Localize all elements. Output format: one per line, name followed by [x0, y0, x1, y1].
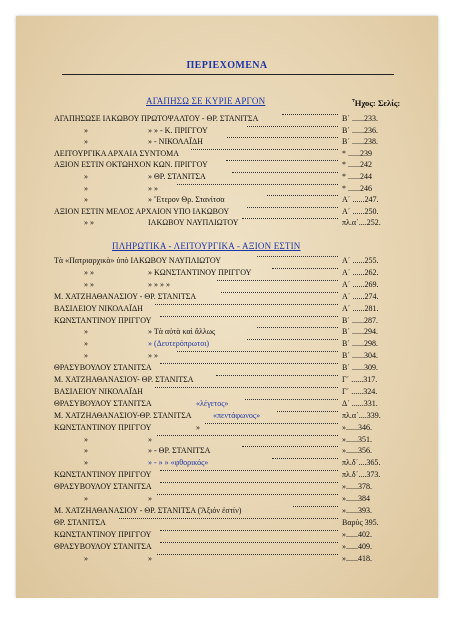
toc-row: [16, 137, 438, 147]
leader-dots: [247, 207, 338, 208]
toc-page-ref: πλ.α΄....339.: [342, 410, 381, 420]
toc-entry-text: »: [84, 553, 88, 563]
toc-entry-text: Μ. ΧΑΤΖΗΑΘΑΝΑΣΙΟΥ-ΘΡ. ΣΤΑΝΙΤΣΑ: [54, 410, 192, 420]
toc-entry-detail: » - ΘΡ. ΣΤΑΝΙΤΣΑ: [148, 446, 211, 456]
toc-entry-text: ΑΓΑΠΗΣΩΣΕ ΙΑΚΩΒΟΥ ΠΡΩΤΟΨΑΛΤΟΥ - ΘΡ. ΣΤΑΝΙΤΣΑ: [54, 114, 259, 123]
leader-dots: [160, 316, 338, 317]
document-page: [16, 16, 438, 598]
toc-entry-text: Μ. ΧΑΤΖΗΑΘΑΝΑΣΙΟΥ - ΘΡ. ΣΤΑΝΙΤΣΑ: [54, 291, 197, 301]
leader-dots: [242, 446, 338, 447]
toc-entry-text: ΘΡΑΣΥΒΟΥΛΟΥ ΣΤΑΝΙΤΣΑ: [54, 363, 152, 373]
toc-row: [16, 172, 438, 182]
toc-row: [16, 218, 438, 228]
toc-row: [16, 554, 438, 564]
toc-entry-text: ΛΕΙΤΟΥΡΓΙΚΑ ΑΡΧΑΙΑ ΣΥΝΤΟΜΑ: [54, 148, 180, 158]
toc-page-ref: * ......242: [342, 160, 372, 170]
toc-entry-text: ΘΡΑΣΥΒΟΥΛΟΥ ΣΤΑΝΙΤΣΑ: [54, 541, 152, 551]
toc-entry-detail: » Ἕτερον Θρ. Στανίτσα: [148, 195, 225, 205]
leader-dots: [160, 530, 338, 531]
section2-heading: ΠΛΗΡΩΤΙΚΑ - ΛΕΙΤΟΥΡΓΙΚΑ - ΑΞΙΟΝ ΕΣΤΙΝ: [112, 241, 301, 251]
toc-entry-text: ΒΑΣΙΛΕΙΟΥ ΝΙΚΟΛΑΪΔΗ: [54, 303, 143, 313]
toc-entry-detail: » (Δευτερόπρωτοι): [148, 339, 210, 349]
leader-dots: [216, 375, 338, 376]
leader-dots: [227, 137, 338, 138]
toc-page-ref: »......351.: [342, 434, 372, 444]
leader-dots: [293, 506, 338, 507]
toc-row: [16, 435, 438, 445]
toc-entry-text: »: [84, 183, 88, 193]
toc-page-ref: Γ΄ ......317.: [342, 375, 378, 384]
leader-dots: [160, 542, 338, 543]
leader-dots: [205, 423, 338, 424]
toc-entry-text: ΑΞΙΟΝ ΕΣΤΙΝ ΜΕΛΟΣ ΑΡΧΑΙΟΝ ΥΠΟ ΙΑΚΩΒΟΥ: [54, 206, 230, 216]
toc-row: [16, 149, 438, 159]
toc-entry-text: ΑΞΙΟΝ ΕΣΤΙΝ ΟΚΤΩΗΧΟΝ ΚΩΝ. ΠΡΙΓΓΟΥ: [54, 160, 208, 170]
toc-row: [16, 375, 438, 385]
leader-dots: [160, 470, 338, 471]
toc-row: [16, 506, 438, 516]
toc-entry-text: »: [84, 137, 88, 147]
toc-row: [16, 387, 438, 397]
toc-page-ref: Β΄ ......236.: [342, 125, 378, 135]
toc-row: [16, 411, 438, 421]
toc-entry-detail: «λέγετος»: [196, 398, 229, 408]
toc-entry-text: » »: [84, 279, 94, 289]
toc-entry-text: ΚΩΝΣΤΑΝΤΙΝΟΥ ΠΡΙΓΓΟΥ: [54, 529, 152, 539]
toc-entry-text: ΚΩΝΣΤΑΝΤΙΝΟΥ ΠΡΙΓΓΟΥ: [54, 422, 152, 432]
toc-entry-detail: » - » » «φθορικός»: [148, 458, 209, 468]
toc-entry-text: » »: [84, 218, 94, 228]
section1-heading: ΑΓΑΠΗΣΩ ΣΕ ΚΥΡΙΕ ΑΡΓΟΝ: [146, 96, 266, 106]
toc-entry-text: »: [84, 172, 88, 181]
toc-row: [16, 304, 438, 314]
toc-page-ref: πλ.δ΄....365.: [342, 458, 381, 468]
toc-page-ref: Β΄ ......287.: [342, 315, 378, 325]
toc-entry-text: ΚΩΝΣΤΑΝΤΙΝΟΥ ΠΡΙΓΓΟΥ: [54, 315, 152, 325]
toc-page-ref: »......409.: [342, 541, 372, 551]
toc-entry-text: ΚΩΝΣΤΑΝΤΙΝΟΥ ΠΡΙΓΓΟΥ: [54, 470, 152, 480]
toc-page-ref: »......384: [342, 494, 370, 503]
toc-row: [16, 351, 438, 361]
leader-dots: [177, 184, 338, 185]
toc-page-ref: Γ΄ ......324.: [342, 386, 378, 396]
toc-entry-text: ΒΑΣΙΛΕΙΟΥ ΝΙΚΟΛΑΪΔΗ: [54, 386, 143, 396]
leader-dots: [257, 327, 338, 328]
toc-row: [16, 316, 438, 326]
toc-page-ref: Α΄ ......262.: [342, 267, 379, 277]
toc-row: [16, 494, 438, 504]
toc-page-ref: Β΄ ......238.: [342, 137, 378, 147]
leader-dots: [242, 218, 338, 219]
toc-page-ref: Βαρὺς 395.: [342, 517, 379, 527]
toc-row: [16, 280, 438, 290]
toc-entry-text: »: [84, 494, 88, 503]
leader-dots: [245, 399, 338, 400]
toc-row: [16, 482, 438, 492]
toc-entry-detail: »: [196, 422, 200, 432]
toc-row: [16, 114, 438, 124]
toc-row: [16, 339, 438, 349]
toc-row: [16, 399, 438, 409]
leader-dots: [267, 195, 338, 196]
toc-entry-text: »: [84, 458, 88, 468]
toc-row: [16, 518, 438, 528]
toc-page-ref: »......402.: [342, 529, 372, 539]
leader-dots: [247, 339, 338, 340]
toc-page-ref: * ......239: [342, 148, 372, 158]
toc-page-ref: Β΄ ......294.: [342, 327, 378, 337]
toc-row: [16, 207, 438, 217]
toc-row: [16, 446, 438, 456]
toc-row: [16, 470, 438, 480]
column-header: Ἦχος: Σελίς:: [352, 98, 401, 108]
toc-entry-detail: » - ΝΙΚΟΛΑΪΔΗ: [148, 137, 203, 147]
toc-page-ref: »......346.: [342, 422, 372, 432]
toc-page-ref: »......356.: [342, 446, 372, 456]
toc-page-ref: Α΄ ......250.: [342, 206, 379, 216]
toc-entry-text: ΘΡ. ΣΤΑΝΙΤΣΑ: [54, 517, 106, 527]
toc-entry-text: » »: [84, 267, 94, 277]
toc-row: [16, 160, 438, 170]
toc-page-ref: Β΄ ......298.: [342, 339, 378, 349]
leader-dots: [282, 114, 338, 115]
toc-entry-text: »: [84, 339, 88, 349]
toc-entry-detail: » »: [148, 183, 158, 193]
toc-page-ref: πλ.α΄....252.: [342, 218, 381, 228]
leader-dots: [226, 160, 338, 161]
toc-entry-text: »: [84, 125, 88, 135]
toc-entry-text: Μ. ΧΑΤΖΗΑΘΑΝΑΣΙΟΥ- ΘΡ. ΣΤΑΝΙΤΣΑ: [54, 375, 194, 384]
toc-row: [16, 327, 438, 337]
toc-page-ref: Β΄ ......233.: [342, 114, 378, 123]
leader-dots: [257, 256, 338, 257]
toc-entry-detail: »: [148, 494, 152, 503]
toc-row: [16, 542, 438, 552]
toc-page-ref: πλ.δ΄....373.: [342, 470, 381, 480]
toc-row: [16, 530, 438, 540]
toc-row: [16, 268, 438, 278]
toc-row: [16, 458, 438, 468]
leader-dots: [157, 494, 338, 495]
toc-page-ref: Α΄ ......281.: [342, 303, 379, 313]
toc-entry-detail: » »: [148, 351, 158, 361]
toc-page-ref: Δ΄ ......331.: [342, 398, 378, 408]
toc-page-ref: * ......244: [342, 172, 372, 181]
toc-entry-text: »: [84, 327, 88, 337]
toc-page-ref: »......378.: [342, 482, 372, 492]
toc-entry-detail: »: [148, 553, 152, 563]
toc-row: [16, 256, 438, 266]
toc-entry-detail: »: [148, 434, 152, 444]
toc-entry-text: ΘΡΑΣΥΒΟΥΛΟΥ ΣΤΑΝΙΤΣΑ: [54, 398, 152, 408]
toc-page-ref: »......418.: [342, 553, 372, 563]
toc-page-ref: Α΄ ......274.: [342, 291, 379, 301]
leader-dots: [177, 351, 338, 352]
leader-dots: [155, 387, 338, 388]
toc-entry-text: »: [84, 446, 88, 456]
toc-row: [16, 292, 438, 302]
toc-entry-detail: ΙΑΚΩΒΟΥ ΝΑΥΠΛΙΩΤΟΥ: [148, 218, 239, 228]
leader-dots: [157, 554, 338, 555]
page-margin: [0, 598, 454, 640]
toc-page-ref: Α΄ ......269.: [342, 279, 379, 289]
toc-entry-text: Μ. ΧΑΤΖΗΑΘΑΝΑΣΙΟΥ - ΘΡ. ΣΤΑΝΙΤΣΑ (Ἄξιόν ἐστίν): [54, 505, 242, 515]
leader-dots: [277, 411, 338, 412]
toc-page-ref: Α΄ ......255.: [342, 256, 379, 265]
toc-entry-text: Τὰ «Πατριαρχικὰ» ὑπὸ ΙΑΚΩΒΟΥ ΝΑΥΠΛΙΩΤΟΥ: [54, 256, 222, 265]
toc-entry-detail: » ΚΩΝΣΤΑΝΤΙΝΟΥ ΠΡΙΓΓΟΥ: [148, 267, 252, 277]
toc-row: [16, 423, 438, 433]
toc-entry-detail: » ΘΡ. ΣΤΑΝΙΤΣΑ: [148, 172, 206, 181]
leader-dots: [232, 172, 338, 173]
toc-row: [16, 363, 438, 373]
leader-dots: [272, 268, 338, 269]
toc-page-ref: Β΄ ......309.: [342, 363, 378, 373]
toc-entry-text: ΘΡΑΣΥΒΟΥΛΟΥ ΣΤΑΝΙΤΣΑ: [54, 482, 152, 492]
toc-row: [16, 195, 438, 205]
toc-page-ref: Β΄ ......304.: [342, 351, 378, 361]
leader-dots: [191, 149, 338, 150]
toc-entry-detail: » Τὰ αὐτὰ καὶ ἄλλως: [148, 327, 216, 337]
toc-page-ref: Α΄ ......247.: [342, 195, 379, 205]
toc-row: [16, 184, 438, 194]
leader-dots: [157, 435, 338, 436]
title-rule: [62, 74, 394, 75]
page-title: ΠΕΡΙΕΧΟΜΕΝΑ: [186, 60, 268, 71]
leader-dots: [247, 126, 338, 127]
toc-entry-text: »: [84, 434, 88, 444]
toc-entry-detail: «πεντάφωνος»: [213, 410, 261, 420]
leader-dots: [160, 482, 338, 483]
toc-row: [16, 126, 438, 136]
toc-entry-detail: » » - Κ. ΠΡΙΓΓΟΥ: [148, 125, 208, 135]
leader-dots: [221, 292, 338, 293]
leader-dots: [160, 363, 338, 364]
toc-entry-text: »: [84, 195, 88, 205]
toc-page-ref: »......393.: [342, 505, 372, 515]
toc-page-ref: * ......246: [342, 183, 372, 193]
leader-dots: [155, 304, 338, 305]
toc-entry-text: »: [84, 351, 88, 361]
leader-dots: [119, 518, 338, 519]
toc-entry-detail: » » » »: [148, 279, 170, 289]
leader-dots: [217, 280, 338, 281]
leader-dots: [272, 458, 338, 459]
